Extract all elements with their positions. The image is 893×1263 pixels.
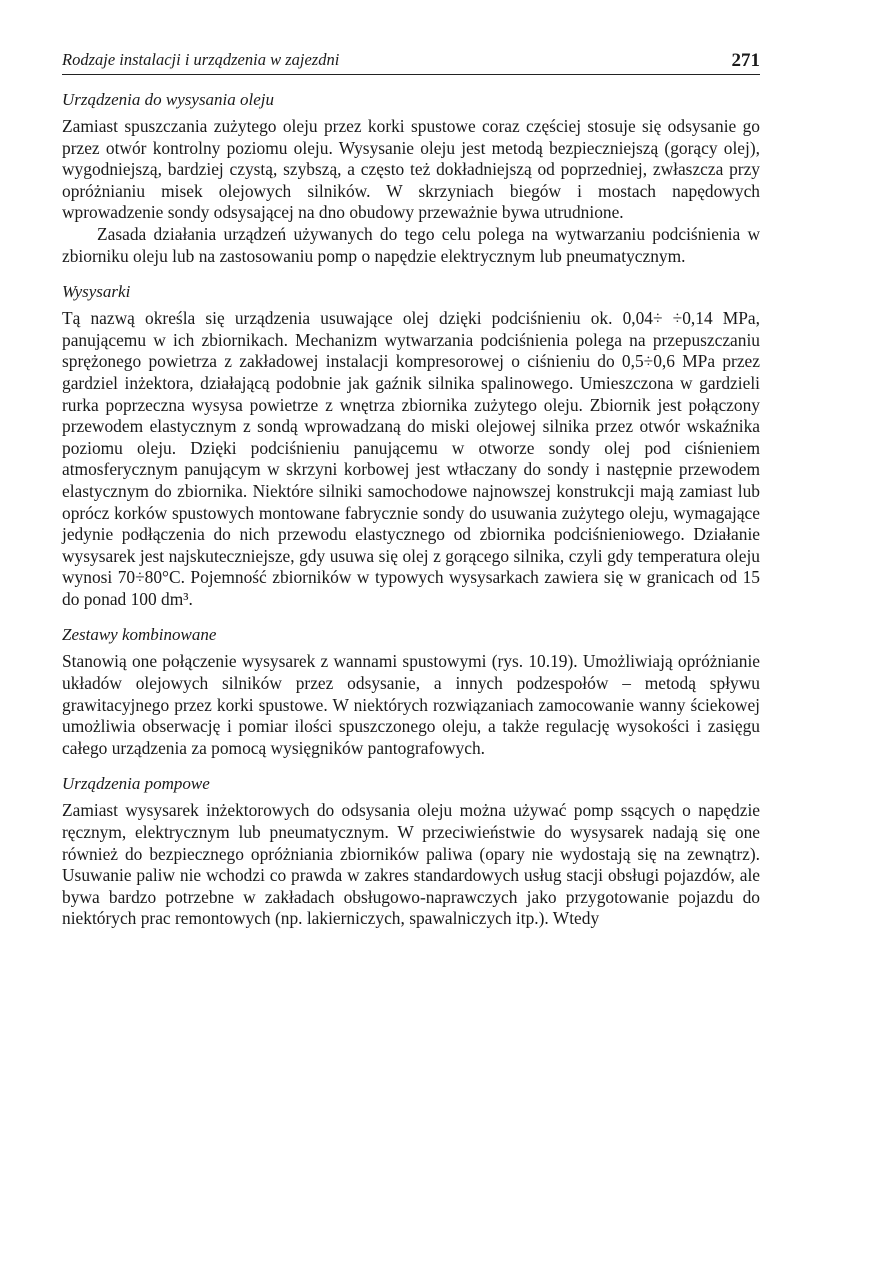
paragraph: Tą nazwą określa się urządzenia usuwające olej dzięki podciśnieniu ok. 0,04÷ ÷0,14 MPa, panującemu w ich zbiornikach. Mechanizm wytwarzania podciśnienia polega na przepuszczaniu sprężonego powietrza z zakładowej instalacji kompresorowej o ciśnieniu do 0,5÷0,6 MPa przez gardziel inżektora, działającą podobnie jak gaźnik silnika spalinowego. Umieszczona w gardzieli rurka poprzeczna wysysa powietrze z wnętrza zbiornika zużytego oleju. Zbiornik jest połączony przewodem elastycznym z sondą wprowadzaną do miski olejowej silnika przez otwór wskaźnika poziomu oleju. Dzięki podciśnieniu panującemu w otworze sondy olej pod ciśnieniem atmosferycznym panującym w skrzyni korbowej jest wtłaczany do sondy i następnie przewodem elastycznym do zbiornika. Niektóre silniki samochodowe najnowszej konstrukcji mają zamiast lub oprócz korków spustowych montowane fabrycznie sondy do usuwania zużytego oleju, wymagające jedynie podłączenia do nich przewodu elastycznego od zbiornika podciśnieniowego. Działanie wysysarek jest najskuteczniejsze, gdy usuwa się olej z gorącego silnika, czyli gdy temperatura oleju wynosi 70÷80°C. Pojemność zbiorników w typowych wysysarkach zawiera się w granicach od 15 do ponad 100 dm³. xyxy=(62,308,760,609)
paragraph: Stanowią one połączenie wysysarek z wannami spustowymi (rys. 10.19). Umożliwiają opróżnianie układów olejowych silników przez odsysanie, a innych podzespołów – metodą spływu grawitacyjnego przez korki spustowe. W niektórych rozwiązaniach zamocowanie wanny ściekowej umożliwia obserwację i pomiar ilości spuszczonego oleju, a także regulację wysokości i zasięgu całego urządzenia za pomocą wysięgników pantografowych. xyxy=(62,651,760,758)
section-heading: Wysysarki xyxy=(62,282,131,302)
section-combined-sets xyxy=(62,624,760,759)
paragraph: Zamiast spuszczania zużytego oleju przez korki spustowe coraz częściej stosuje się odsysanie go przez otwór kontrolny poziomu oleju. Wysysanie oleju jest metodą bezpieczniejszą (gorący olej), wygodniejszą, bardziej czystą, szybszą, a często też dokładniejszą od poprzedniej, zwłaszcza przy opróżnianiu misek olejowych silników. W skrzyniach biegów i mostach napędowych wprowadzenie sondy odsysającej na dno obudowy przeważnie bywa utrudnione. xyxy=(62,116,760,223)
section-suction-devices xyxy=(62,281,760,610)
section-heading: Urządzenia pompowe xyxy=(62,774,210,794)
section-heading: Urządzenia do wysysania oleju xyxy=(62,90,275,109)
section-oil-extraction xyxy=(62,89,760,267)
page xyxy=(62,44,760,930)
page-number: 271 xyxy=(731,50,760,71)
running-header xyxy=(62,44,760,75)
section-pump-devices xyxy=(62,773,760,930)
section-heading: Zestawy kombinowane xyxy=(62,625,217,645)
running-title: Rodzaje instalacji i urządzenia w zajezdni xyxy=(62,50,340,69)
paragraph: Zamiast wysysarek inżektorowych do odsysania oleju można używać pomp ssących o napędzie ręcznym, elektrycznym lub pneumatycznym. W przeciwieństwie do wysysarek nadają się one również do bezpiecznego opróżniania zbiorników paliwa (opary nie wydostają się na zewnątrz). Usuwanie paliw nie wchodzi co prawda w zakres standardowych usług stacji obsługi pojazdów, ale bywa bardzo potrzebne w zakładach obsługowo-naprawczych jako przygotowanie pojazdu do niektórych prac remontowych (np. lakierniczych, spawalniczych itp.). Wtedy xyxy=(62,800,760,929)
paragraph: Zasada działania urządzeń używanych do tego celu polega na wytwarzaniu podciśnienia w zbiorniku oleju lub na zastosowaniu pomp o napędzie elektrycznym lub pneumatycznym. xyxy=(62,223,760,266)
